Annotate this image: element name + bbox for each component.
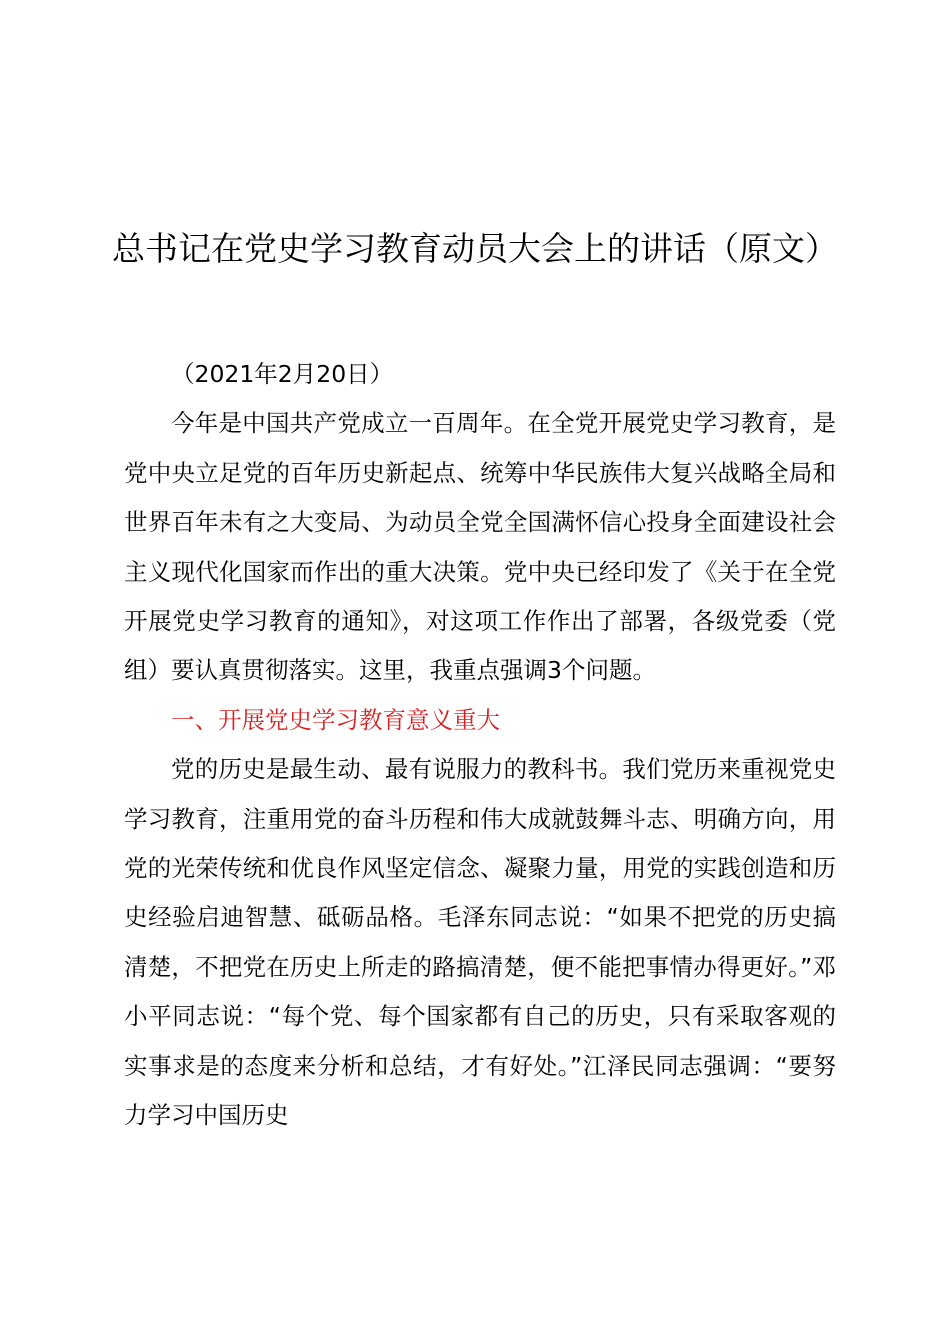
intro-paragraph: 今年是中国共产党成立一百周年。在全党开展党史学习教育，是党中央立足党的百年历史新起点、统筹中华民族伟大复兴战略全局和世界百年未有之大变局、为动员全党全国满怀信心投身全面建设社会主义现代化国家而作出的重大决策。党中央已经印发了《关于在全党开展党史学习教育的通知》，对这项工作作出了部署，各级党委（党组）要认真贯彻落实。这里，我重点强调3个问题。 (124, 409, 836, 685)
speech-date: （2021年2月20日） (171, 360, 394, 388)
section-1-paragraph: 党的历史是最生动、最有说服力的教科书。我们党历来重视党史学习教育，注重用党的奋斗历程和伟大成就鼓舞斗志、明确方向，用党的光荣传统和优良作风坚定信念、凝聚力量，用党的实践创造和历史经验启迪智慧、砥砺品格。毛泽东同志说：“如果不把党的历史搞清楚，不把党在历史上所走的路搞清楚，便不能把事情办得更好。”邓小平同志说：“每个党、每个国家都有自己的历史，只有采取客观的实事求是的态度来分析和总结，才有好处。”江泽民同志强调：“要努力学习中国历史 (124, 755, 836, 1130)
section-heading-1: 一、开展党史学习教育意义重大 (171, 705, 500, 734)
document-title: 总书记在党史学习教育动员大会上的讲话（原文） (112, 229, 838, 268)
document-body (124, 350, 836, 1141)
